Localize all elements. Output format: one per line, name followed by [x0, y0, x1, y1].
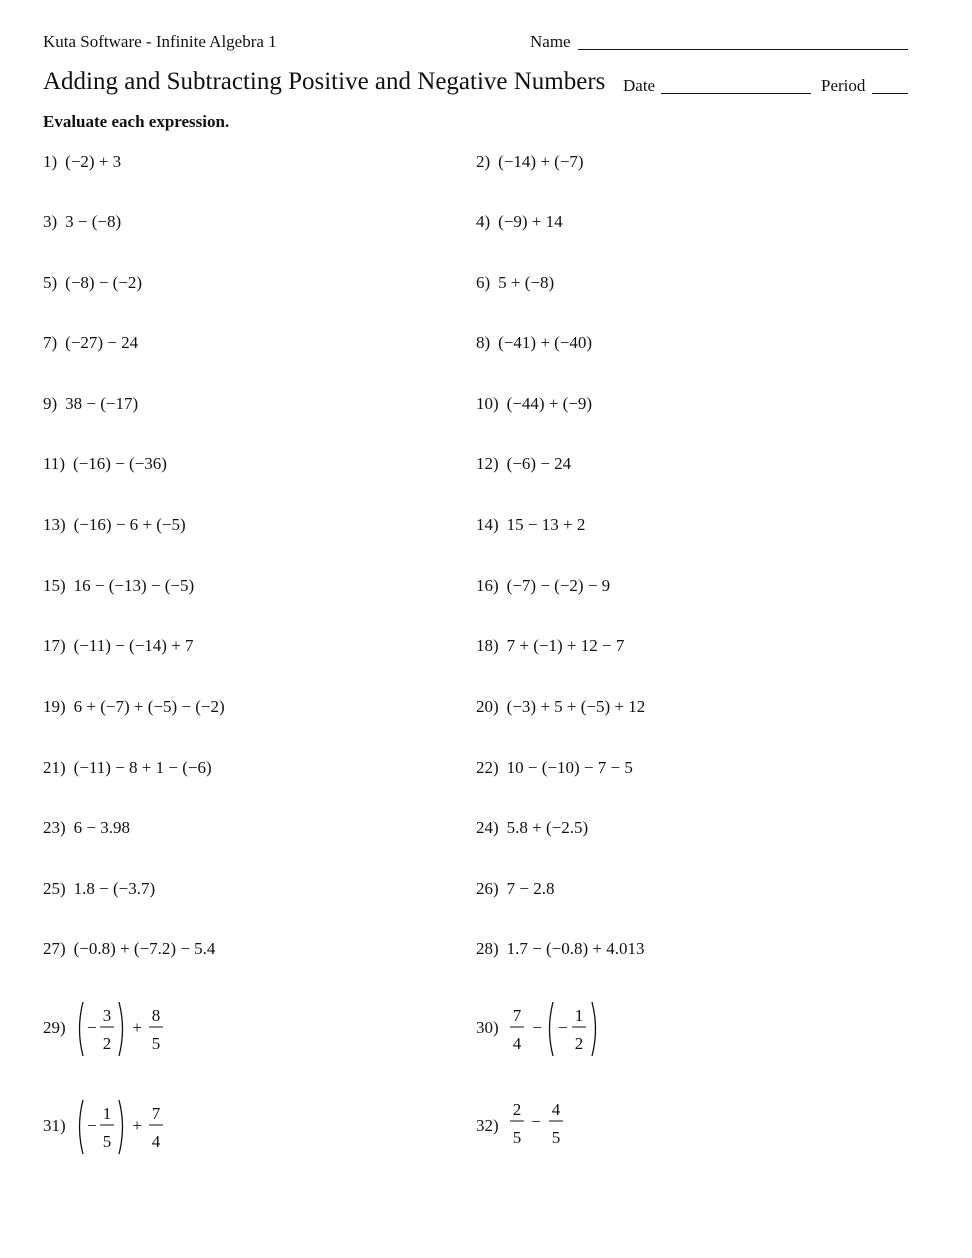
problem-number: 14) — [476, 515, 499, 534]
left-paren — [550, 1002, 554, 1056]
problem-number: 23) — [43, 818, 66, 837]
problem-item — [43, 576, 194, 596]
name-blank-line[interactable] — [578, 49, 908, 50]
left-paren — [80, 1100, 84, 1154]
problem-expression: 10 − (−10) − 7 − 5 — [506, 758, 633, 777]
problem-item — [43, 818, 130, 838]
problem-item — [43, 273, 142, 293]
problem-item — [476, 758, 633, 778]
fraction-expression — [43, 1094, 243, 1158]
numerator: 8 — [151, 1006, 161, 1025]
denominator: 5 — [102, 1132, 112, 1151]
problem-number: 3) — [43, 212, 58, 231]
numerator: 4 — [551, 1100, 561, 1119]
problem-expression: (−8) − (−2) — [65, 273, 143, 292]
problem-expression: (−16) − 6 + (−5) — [73, 515, 186, 534]
problem-number: 4) — [476, 212, 491, 231]
problem-expression: 16 − (−13) − (−5) — [73, 576, 195, 595]
problem-expression: (−14) + (−7) — [498, 152, 584, 171]
problem-item — [476, 636, 624, 656]
problem-number: 7) — [43, 333, 58, 352]
problem-item — [476, 939, 645, 959]
problem-expression: (−2) + 3 — [65, 152, 122, 171]
problem-number: 17) — [43, 636, 66, 655]
problem-number: 2) — [476, 152, 491, 171]
problem-item — [43, 939, 215, 959]
problem-item — [43, 697, 225, 717]
problem-expression: (−7) − (−2) − 9 — [506, 576, 611, 595]
problem-expression: 15 − 13 + 2 — [506, 515, 586, 534]
minus-sign: − — [87, 1018, 97, 1037]
numerator: 1 — [574, 1006, 584, 1025]
problem-expression: 5.8 + (−2.5) — [506, 818, 589, 837]
problem-item — [43, 454, 167, 474]
problem-expression: (−3) + 5 + (−5) + 12 — [506, 697, 646, 716]
fraction-problem-item — [476, 1094, 676, 1154]
denominator: 5 — [512, 1128, 522, 1147]
date-blank-line[interactable] — [661, 93, 811, 94]
numerator: 7 — [151, 1104, 161, 1123]
fraction-problem-item — [43, 1094, 243, 1154]
problem-number: 15) — [43, 576, 66, 595]
problem-number: 22) — [476, 758, 499, 777]
problem-number: 27) — [43, 939, 66, 958]
problem-item — [476, 879, 555, 899]
problem-item — [43, 212, 121, 232]
fraction-expression — [476, 996, 676, 1060]
problem-item — [43, 515, 186, 535]
date-label: Date — [623, 76, 656, 95]
operator: + — [132, 1116, 142, 1135]
problem-expression: 38 − (−17) — [65, 394, 139, 413]
problem-number: 26) — [476, 879, 499, 898]
numerator: 3 — [102, 1006, 112, 1025]
right-paren — [119, 1100, 123, 1154]
problem-expression: (−16) − (−36) — [73, 454, 167, 473]
operator: − — [532, 1018, 542, 1037]
name-label: Name — [530, 32, 571, 51]
problem-number: 21) — [43, 758, 66, 777]
problem-expression: 6 + (−7) + (−5) − (−2) — [73, 697, 225, 716]
problem-number: 31) — [43, 1116, 66, 1135]
problem-number: 25) — [43, 879, 66, 898]
problem-item — [43, 758, 212, 778]
problem-expression: 7 − 2.8 — [506, 879, 555, 898]
problem-expression: (−44) + (−9) — [506, 394, 593, 413]
worksheet-title: Adding and Subtracting Positive and Negative Numbers — [43, 68, 606, 95]
problem-item — [43, 636, 194, 656]
problem-item — [43, 879, 155, 899]
problem-number: 32) — [476, 1116, 499, 1135]
problem-item — [476, 212, 563, 232]
problem-item — [476, 333, 592, 353]
problem-expression: (−27) − 24 — [65, 333, 139, 352]
problem-item — [476, 818, 588, 838]
instructions: Evaluate each expression. — [43, 112, 230, 131]
denominator: 5 — [551, 1128, 561, 1147]
problem-item — [476, 454, 571, 474]
denominator: 2 — [574, 1034, 584, 1053]
fraction-expression — [43, 996, 243, 1060]
problem-item — [476, 515, 585, 535]
operator: − — [531, 1112, 541, 1131]
problem-number: 30) — [476, 1018, 499, 1037]
problem-number: 28) — [476, 939, 499, 958]
period-blank-line[interactable] — [872, 93, 908, 94]
right-paren — [119, 1002, 123, 1056]
problem-number: 16) — [476, 576, 499, 595]
problem-expression: (−9) + 14 — [498, 212, 563, 231]
problem-expression: (−0.8) + (−7.2) − 5.4 — [73, 939, 216, 958]
problem-expression: (−6) − 24 — [506, 454, 572, 473]
denominator: 5 — [151, 1034, 161, 1053]
problem-expression: 1.7 − (−0.8) + 4.013 — [506, 939, 645, 958]
denominator: 2 — [102, 1034, 112, 1053]
problem-item — [476, 273, 554, 293]
problem-number: 11) — [43, 454, 66, 473]
fraction-expression — [476, 1094, 676, 1158]
problem-item — [476, 152, 584, 172]
problem-item — [476, 576, 610, 596]
denominator: 4 — [151, 1132, 161, 1151]
minus-sign: − — [87, 1116, 97, 1135]
problem-item — [43, 152, 121, 172]
numerator: 2 — [512, 1100, 522, 1119]
left-paren — [80, 1002, 84, 1056]
problem-number: 29) — [43, 1018, 66, 1037]
problem-number: 19) — [43, 697, 66, 716]
right-paren — [592, 1002, 596, 1056]
problem-item — [476, 394, 592, 414]
problem-item — [43, 333, 138, 353]
problem-number: 9) — [43, 394, 58, 413]
problem-number: 13) — [43, 515, 66, 534]
fraction-problem-item — [476, 996, 676, 1056]
problem-expression: (−41) + (−40) — [498, 333, 593, 352]
numerator: 7 — [512, 1006, 522, 1025]
problem-number: 8) — [476, 333, 491, 352]
minus-sign: − — [558, 1018, 568, 1037]
problem-number: 12) — [476, 454, 499, 473]
problem-expression: 5 + (−8) — [498, 273, 555, 292]
problem-item — [43, 394, 138, 414]
problem-expression: (−11) − (−14) + 7 — [73, 636, 194, 655]
problem-expression: 7 + (−1) + 12 − 7 — [506, 636, 625, 655]
problem-number: 5) — [43, 273, 58, 292]
problem-number: 20) — [476, 697, 499, 716]
problem-number: 6) — [476, 273, 491, 292]
problem-number: 1) — [43, 152, 58, 171]
problem-expression: 6 − 3.98 — [73, 818, 131, 837]
software-header: Kuta Software - Infinite Algebra 1 — [43, 32, 277, 51]
period-label: Period — [821, 76, 866, 95]
problem-expression: 3 − (−8) — [65, 212, 122, 231]
problem-expression: (−11) − 8 + 1 − (−6) — [73, 758, 212, 777]
fraction-problem-item — [43, 996, 243, 1056]
problem-number: 18) — [476, 636, 499, 655]
problem-number: 10) — [476, 394, 499, 413]
problem-expression: 1.8 − (−3.7) — [73, 879, 156, 898]
operator: + — [132, 1018, 142, 1037]
problem-item — [476, 697, 645, 717]
problem-number: 24) — [476, 818, 499, 837]
denominator: 4 — [512, 1034, 522, 1053]
numerator: 1 — [102, 1104, 112, 1123]
